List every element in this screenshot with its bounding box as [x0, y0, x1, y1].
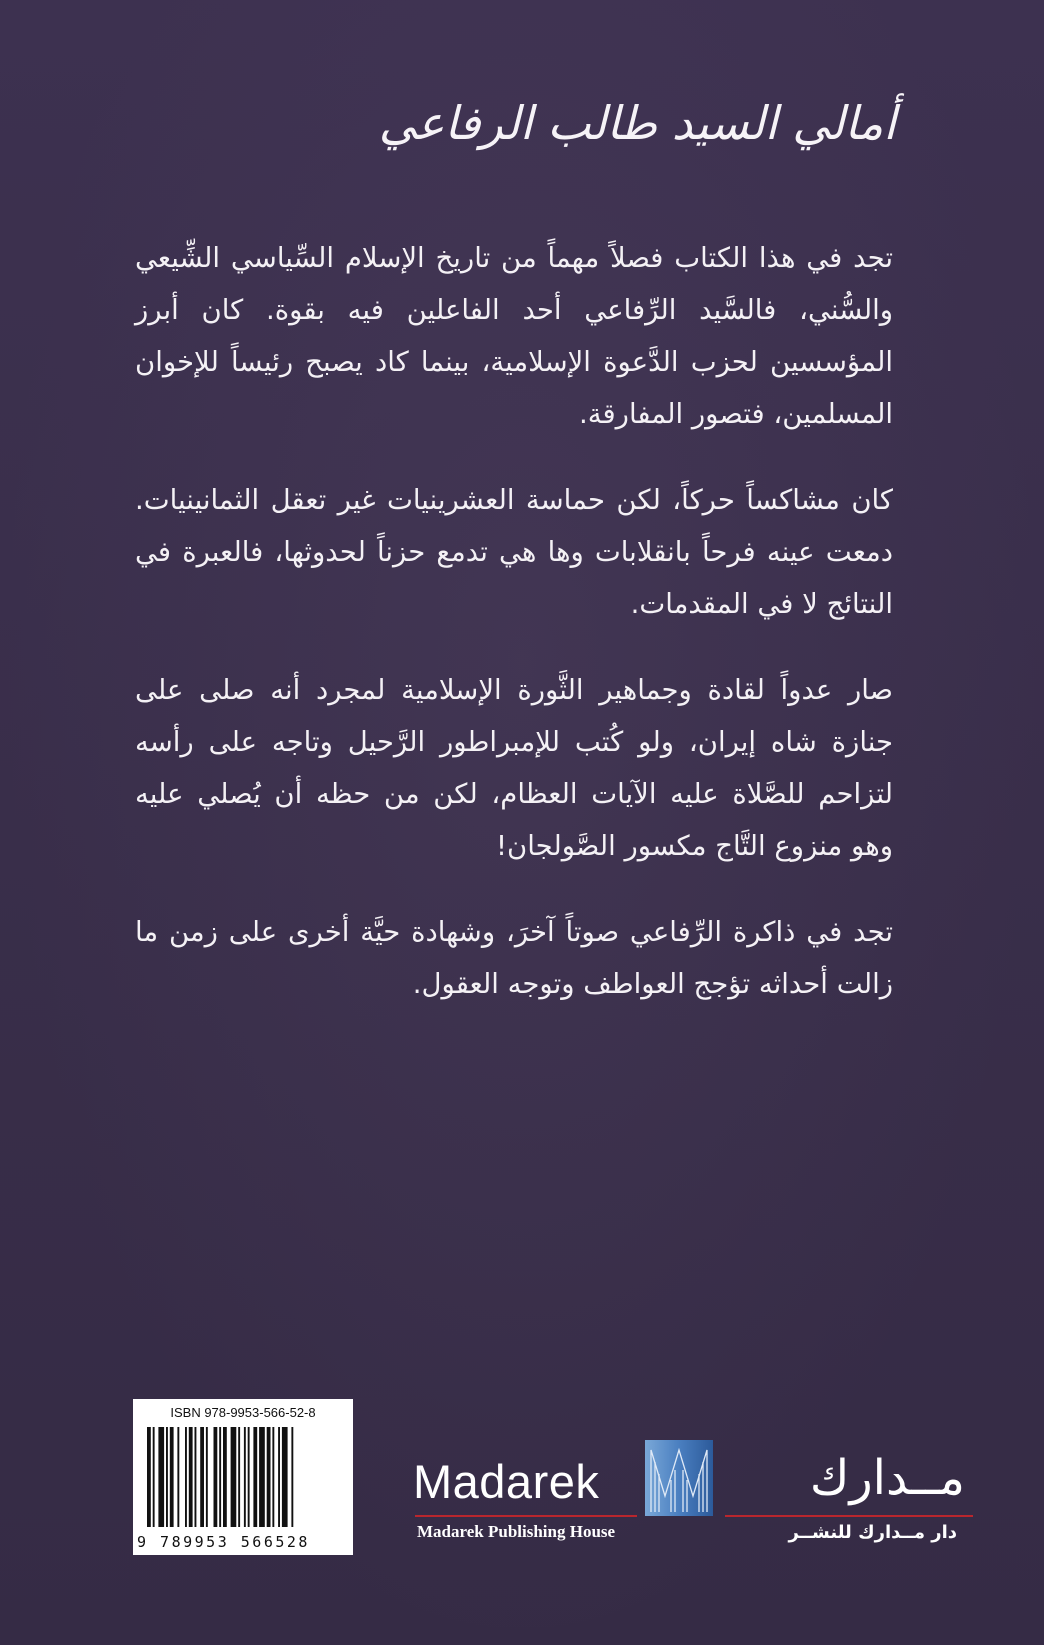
barcode-bar: [278, 1427, 280, 1527]
publisher-rule-right: [725, 1515, 973, 1517]
isbn-label: ISBN 978-9953-566-52-8: [170, 1405, 316, 1420]
barcode-bar: [214, 1427, 218, 1527]
publisher-logo: [413, 1440, 993, 1560]
publisher-subtitle-latin: Madarek Publishing House: [417, 1522, 616, 1541]
blurb-paragraph-2: كان مشاكساً حركاً، لكن حماسة العشرينيات غير تعقل الثمانينيات. دمعت عينه فرحاً بانقلابات وها هي تدمع حزناً لحدوثها، فالعبرة في النتائج لا في المقدمات.: [135, 484, 893, 620]
barcode-bar: [282, 1427, 288, 1527]
barcode-bar: [153, 1427, 155, 1527]
barcode-bar: [248, 1427, 250, 1527]
barcode-bar: [244, 1427, 246, 1527]
barcode-bar: [223, 1427, 227, 1527]
book-title: أمالي السيد طالب الرفاعي: [378, 96, 896, 150]
barcode-bar: [206, 1427, 208, 1527]
blurb-paragraph-4: تجد في ذاكرة الرِّفاعي صوتاً آخرَ، وشهادة حيَّة أخرى على زمن ما زالت أحداثه تؤجج العواطف وتوجه العقول.: [135, 916, 893, 1000]
blurb-paragraph-1: تجد في هذا الكتاب فصلاً مهماً من تاريخ الإسلام السِّياسي الشِّيعي والسُّني، فالسَّيد الرِّفاعي أحد الفاعلين فيه بقوة. كان أبرز المؤسسين لحزب الدَّعوة الإسلامية، بينما كاد يصبح رئيساً للإخوان المسلمين، فتصور المفارقة.: [135, 242, 893, 430]
barcode-bar: [238, 1427, 240, 1527]
publisher-rule-left: [415, 1515, 637, 1517]
barcode-bar: [170, 1427, 174, 1527]
isbn-barcode: [133, 1399, 353, 1555]
barcode-bar: [195, 1427, 197, 1527]
barcode-bar: [291, 1427, 293, 1527]
barcode-bar: [158, 1427, 164, 1527]
barcode-bar: [200, 1427, 204, 1527]
M-monogram-icon: [645, 1440, 713, 1528]
barcode-bar: [185, 1427, 187, 1527]
barcode-bar: [231, 1427, 237, 1527]
barcode-bar: [166, 1427, 168, 1527]
publisher-name-latin: Madarek: [413, 1455, 600, 1508]
barcode-bar: [219, 1427, 221, 1527]
barcode-bar: [272, 1427, 274, 1527]
blurb-paragraph-3: صار عدواً لقادة وجماهير الثَّورة الإسلامية لمجرد أنه صلى على جنازة شاه إيران، ولو كُتب للإمبراطور الرَّحيل وتاجه على رأسه لتزاحم للصَّلاة عليه الآيات العظام، لكن من حظه أن يُصلي عليه وهو منزوع التَّاج مكسور الصَّولجان!: [135, 674, 893, 862]
barcode-bar: [253, 1427, 257, 1527]
barcode-bars-icon: [147, 1427, 343, 1527]
barcode-digits: 9 789953 566528: [137, 1533, 310, 1551]
barcode-bar: [177, 1427, 179, 1527]
barcode-bar: [147, 1427, 151, 1527]
barcode-bar: [267, 1427, 271, 1527]
blurb: [135, 232, 893, 1044]
publisher-name-arabic: مــدارك: [809, 1450, 965, 1506]
barcode-bar: [189, 1427, 193, 1527]
publisher-subtitle-arabic: دار مــدارك للنشــر: [788, 1522, 957, 1543]
barcode-bar: [259, 1427, 265, 1527]
